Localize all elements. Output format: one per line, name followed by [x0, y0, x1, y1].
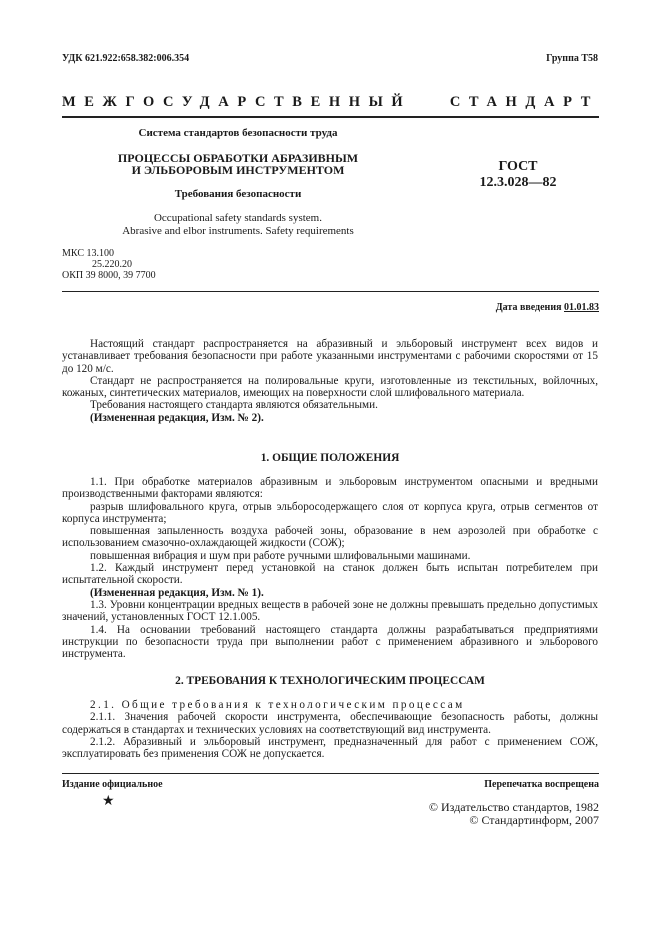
document-subtitle: Требования безопасности	[174, 188, 302, 200]
okp-code: ОКП 39 8000, 39 7700	[62, 270, 156, 281]
mks-code-2: 25.220.20	[92, 259, 132, 270]
clause-paragraph: 1.3. Уровни концентрации вредных веществ в рабочей зоне не должны превышать предельно допустимых значений, установленных ГОСТ 12.1.005.	[62, 598, 598, 624]
clause-paragraph: 2.1.2. Абразивный и эльборовый инструмент, предназначенный для работ с применением СОЖ, эксплуатировать без применения СОЖ не допускается.	[62, 735, 598, 761]
banner-rule	[62, 116, 599, 118]
footer-rule	[62, 773, 599, 774]
udk-code: УДК 621.922:658.382:006.354	[62, 53, 190, 64]
clause-paragraph: 1.1. При обработке материалов абразивным и эльборовым инструментом опасными и вредными производственными факторами являются:	[62, 476, 598, 501]
reprint-notice: Перепечатка воспрещена	[484, 779, 599, 790]
star-icon: ★	[102, 793, 115, 809]
amendment-note: (Измененная редакция, Изм. № 1).	[90, 586, 264, 599]
standard-banner: МЕЖГОСУДАРСТВЕННЫЙ СТАНДАРТ	[62, 94, 599, 110]
copyright-1982: © Издательство стандартов, 1982	[428, 800, 599, 814]
clause-paragraph: разрыв шлифовального круга, отрыв эльборосодержащего слоя от корпуса круга, отрыв сегментов от корпуса инструмента;	[62, 500, 598, 525]
intro-paragraph: Стандарт не распространяется на полировальные круги, изготовленные из текстильных, войлочных, кожаных, синтетических материалов, имеющих на поверхности слой шлифовального материала.	[62, 374, 598, 400]
section-1-body	[62, 476, 598, 660]
section-2-title: 2. ТРЕБОВАНИЯ К ТЕХНОЛОГИЧЕСКИМ ПРОЦЕССАМ	[175, 675, 485, 687]
codes-rule	[62, 291, 599, 292]
intro-date	[496, 302, 599, 313]
title-line-1: ПРОЦЕССЫ ОБРАБОТКИ АБРАЗИВНЫМ	[117, 151, 359, 165]
intro-date-label: Дата введения	[495, 302, 562, 313]
section-2-body	[62, 699, 598, 760]
english-title-line-1: Occupational safety standards system.	[153, 212, 322, 224]
clause-paragraph: 1.2. Каждый инструмент перед установкой на станок должен быть испытан потребителем при испытательной скорости.	[62, 562, 598, 587]
clause-paragraph: повышенная вибрация и шум при работе ручными шлифовальными машинами.	[90, 549, 471, 562]
clause-paragraph: повышенная запыленность воздуха рабочей зоны, образование в нем аэрозолей при обработке с использованием смазочно-охлаждающей жидкости (СОЖ);	[62, 525, 598, 550]
intro-paragraph: Требования настоящего стандарта являются обязательными.	[90, 399, 378, 412]
copyright-2007: © Стандартинформ, 2007	[469, 813, 599, 827]
group-code: Группа Т58	[546, 53, 598, 64]
clause-paragraph: 1.4. На основании требований настоящего стандарта должны разрабатываться предприятиями инструкции по безопасности труда при выполнении работ с применением абразивного и эльборового инструмента.	[62, 623, 598, 661]
title-line-2: И ЭЛЬБОРОВЫМ ИНСТРУМЕНТОМ	[131, 163, 345, 177]
intro-paragraph: Настоящий стандарт распространяется на абразивный и эльборовый инструмент всех видов и устанавливает требования безопасности при работе указанными инструментами с рабочими скоростями от 15 до 120 м/с.	[62, 338, 598, 375]
subsection-heading: 2.1. Общие требования к технологическим процессам	[90, 699, 465, 711]
section-1-title: 1. ОБЩИЕ ПОЛОЖЕНИЯ	[260, 452, 400, 464]
intro-block	[62, 338, 598, 424]
mks-code-1: МКС 13.100	[62, 248, 114, 259]
intro-date-value: 01.01.83	[564, 302, 599, 313]
system-title: Система стандартов безопасности труда	[138, 127, 338, 139]
clause-paragraph: 2.1.1. Значения рабочей скорости инструмента, обеспечивающие безопасность работы, должны содержаться в стандартах и технических условиях на соответствующий вид инструмента.	[62, 711, 598, 736]
official-edition: Издание официальное	[62, 779, 163, 790]
english-title-line-2: Abrasive and elbor instruments. Safety requirements	[122, 225, 354, 237]
gost-number: 12.3.028—82	[479, 175, 557, 190]
gost-label: ГОСТ	[498, 159, 538, 174]
amendment-note: (Измененная редакция, Изм. № 2).	[90, 411, 264, 424]
